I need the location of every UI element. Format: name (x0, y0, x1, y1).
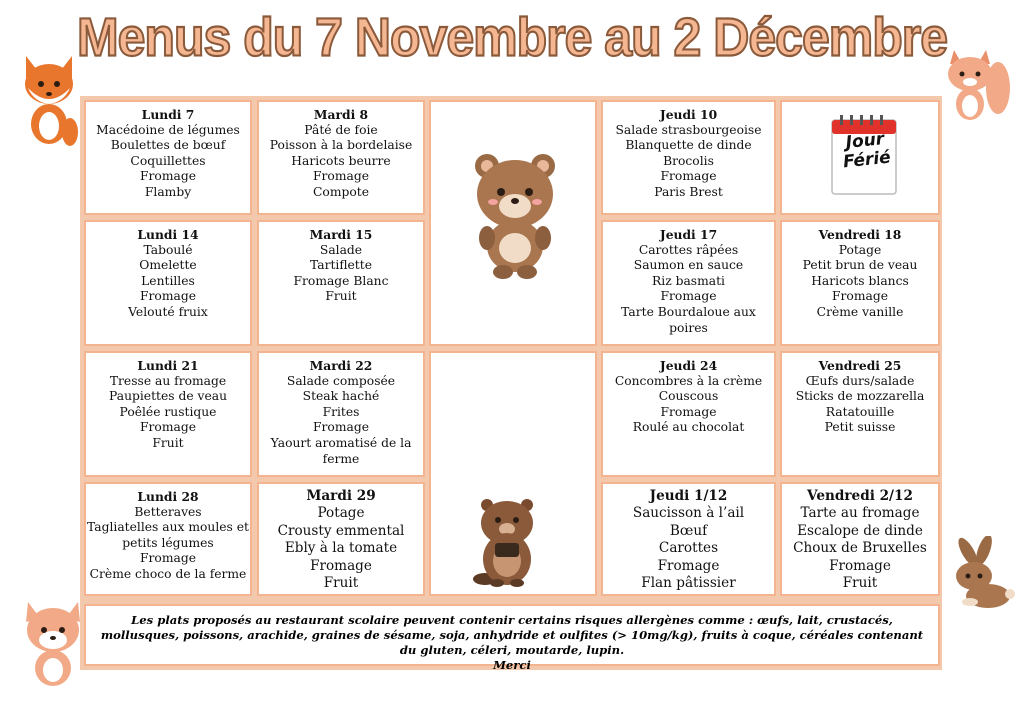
squirrel-illustration (942, 44, 1012, 128)
day-label: Mardi 22 (309, 358, 373, 373)
menu-item: Salade composée (286, 373, 396, 388)
menu-item: Ebly à la tomate (284, 540, 398, 557)
menu-item: Steak haché (302, 389, 380, 404)
menu-cell (84, 351, 252, 477)
menu-item: Tagliatelles aux moules et petits légumes (87, 520, 249, 550)
day-label: Lundi 14 (137, 227, 199, 242)
menu-item: Crème vanille (816, 304, 904, 319)
menu-item: Paris Brest (654, 184, 723, 199)
day-label: Jeudi 17 (659, 227, 718, 242)
menu-cell (84, 100, 252, 215)
menu-item: Fruit (152, 435, 184, 450)
menu-cell (601, 100, 776, 215)
menu-item: Haricots beurre (291, 153, 391, 168)
menu-item: Lentilles (141, 273, 195, 288)
menu-item: Pâté de foie (304, 122, 378, 137)
menu-item: Boulettes de bœuf (110, 138, 226, 153)
holiday-label (832, 129, 900, 173)
day-label: Mardi 8 (313, 107, 369, 122)
menu-item: Escalope de dinde (797, 522, 923, 539)
menu-item: Fromage (829, 557, 891, 574)
holiday-line2: Férié (842, 147, 892, 173)
menu-item: Flan pâtissier (641, 575, 736, 592)
menu-item: Fromage (660, 289, 717, 304)
day-label: Lundi 21 (137, 358, 199, 373)
menu-item: Choux de Bruxelles (793, 540, 927, 557)
menu-item: Crème choco de la ferme (89, 566, 247, 581)
menu-cell (257, 100, 425, 215)
menu-item: Fruit (842, 575, 878, 592)
menu-cell (257, 351, 425, 477)
menu-item: Fromage (313, 420, 369, 435)
menu-item: Petit brun de veau (802, 258, 918, 273)
menu-item: Ratatouille (825, 404, 895, 419)
day-label: Mardi 29 (306, 488, 376, 504)
menu-item: Carottes râpées (638, 242, 739, 257)
illustration-block (429, 351, 597, 596)
menu-item: Flamby (144, 184, 192, 199)
menu-item: Omelette (139, 258, 197, 273)
menu-item: Salade strasbourgeoise (615, 122, 762, 137)
day-label: Lundi 7 (141, 107, 195, 122)
menu-item: Fromage (140, 420, 196, 435)
menu-cell (257, 482, 425, 596)
menu-item: Saumon en sauce (633, 258, 744, 273)
thanks-text: Merci (493, 658, 531, 672)
menu-cell (257, 220, 425, 346)
day-label: Jeudi 24 (659, 358, 718, 373)
page-title: Menus du 7 Novembre au 2 Décembre (76, 6, 948, 68)
holiday-line1: Jour (844, 129, 886, 154)
allergen-text: Les plats proposés au restaurant scolaire peuvent contenir certains risques allergènes comme : œufs, lait, crustacés, mollusques, poissons, arachide, graines de sésame, soja, anhydride et oulfites (> 10mg/kg), fruits à coque, céréales contenant du gluten, céleri, moutarde, lupin. (100, 613, 924, 657)
day-label: Jeudi 1/12 (649, 488, 728, 504)
menu-cell (84, 220, 252, 346)
menu-item: Carottes (658, 540, 719, 557)
menu-item: Brocolis (663, 153, 714, 168)
menu-item: Bœuf (669, 522, 708, 539)
allergen-notice (84, 604, 940, 672)
menu-cell (601, 351, 776, 477)
menu-item: Crousty emmental (277, 522, 405, 539)
menu-item: Petit suisse (824, 420, 896, 435)
menu-item: Paupiettes de veau (109, 389, 227, 404)
menu-item: Riz basmati (652, 273, 725, 288)
menu-item: Œufs durs/salade (805, 373, 915, 388)
menu-item: Salade (319, 242, 363, 257)
menu-item: Fromage (832, 289, 888, 304)
menu-item: Roulé au chocolat (632, 420, 745, 435)
menu-item: Fromage (140, 551, 196, 566)
menu-item: Fromage (657, 557, 720, 574)
menu-item: Yaourt aromatisé de la ferme (270, 435, 412, 466)
bear-illustration (467, 148, 563, 280)
menu-item: Fromage (140, 289, 196, 304)
menu-item: Velouté fruix (128, 304, 208, 319)
day-label: Vendredi 25 (818, 358, 902, 373)
menu-item: Concombres à la crème (614, 373, 763, 388)
menu-item: Poisson à la bordelaise (269, 138, 413, 153)
menu-item: Potage (317, 505, 365, 522)
menu-item: Potage (838, 242, 882, 257)
menu-item: Tartiflette (310, 258, 372, 273)
menu-cell (84, 482, 252, 596)
day-label: Vendredi 18 (818, 227, 902, 242)
holiday-cell (780, 100, 940, 215)
menu-item: Tarte au fromage (800, 505, 920, 522)
menu-cell (780, 220, 940, 346)
day-label: Vendredi 2/12 (807, 488, 913, 504)
rabbit-illustration (944, 536, 1016, 614)
menu-cell (780, 351, 940, 477)
menu-item: Couscous (658, 389, 719, 404)
menu-item: Fromage (313, 169, 369, 184)
menu-item: Compote (313, 184, 369, 199)
fox-illustration (18, 52, 80, 148)
fox-cub-illustration (20, 596, 86, 688)
day-label: Lundi 28 (137, 489, 199, 504)
menu-cell (780, 482, 940, 596)
menu-item: Fromage (660, 169, 717, 184)
menu-item: Betteraves (134, 504, 202, 519)
menu-item: Taboulé (143, 242, 193, 257)
menu-item: Fromage (660, 404, 717, 419)
menu-item: Macédoine de légumes (96, 122, 240, 137)
menu-cell (601, 220, 776, 346)
beaver-illustration (471, 493, 547, 589)
menu-item: Fruit (325, 289, 357, 304)
day-label: Jeudi 10 (659, 107, 718, 122)
day-label: Mardi 15 (309, 227, 373, 242)
menu-item: Blanquette de dinde (625, 138, 752, 153)
menu-item: Fromage (310, 557, 372, 574)
illustration-block (429, 100, 597, 346)
menu-item: Fruit (323, 575, 359, 592)
menu-item: Tresse au fromage (109, 373, 227, 388)
menu-cell (601, 482, 776, 596)
menu-item: Sticks de mozzarella (795, 389, 925, 404)
menu-item: Coquillettes (130, 153, 206, 168)
menu-item: Fromage Blanc (293, 273, 389, 288)
menu-item: Saucisson à l’ail (632, 505, 745, 522)
menu-item: Frites (322, 404, 360, 419)
menu-item: Haricots blancs (811, 273, 909, 288)
menu-item: Tarte Bourdaloue aux poires (621, 304, 756, 335)
menu-item: Fromage (140, 169, 196, 184)
menu-item: Poêlée rustique (119, 404, 217, 419)
